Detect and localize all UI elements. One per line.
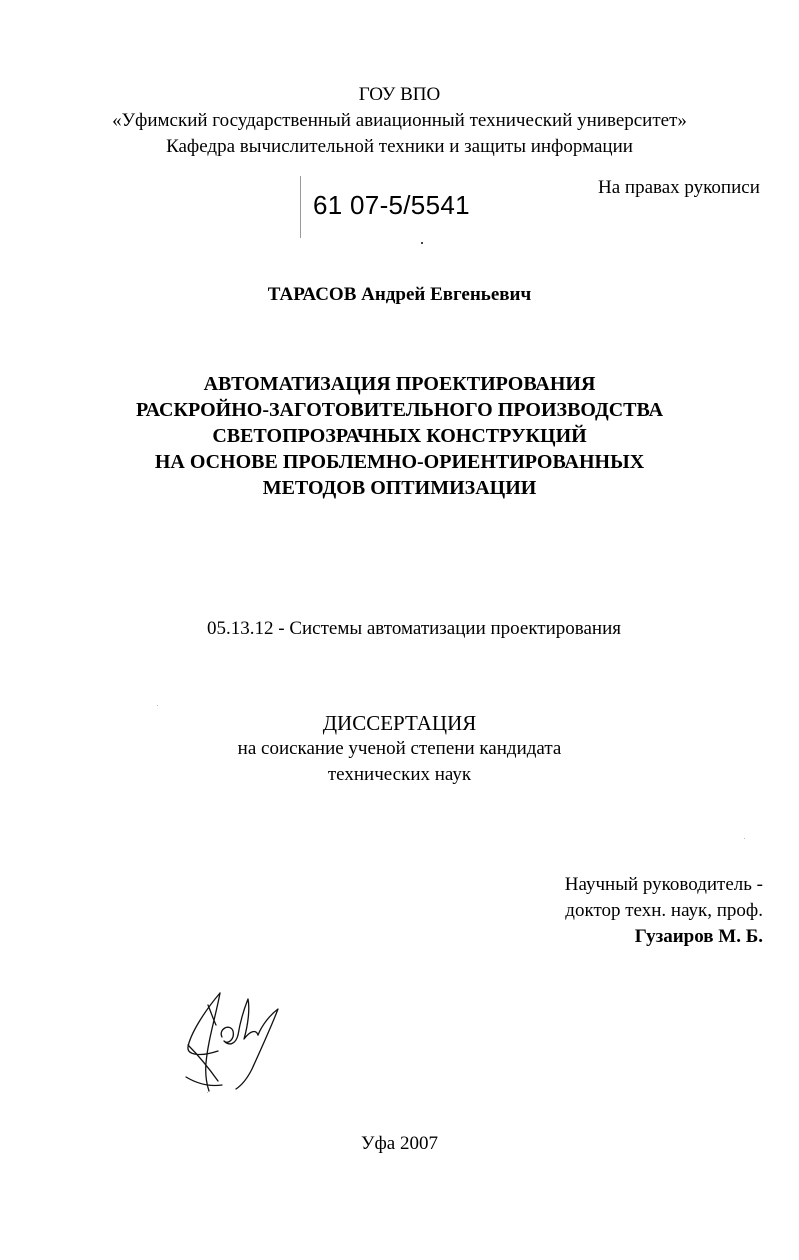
stamp-margin-line — [300, 176, 301, 238]
dissertation-heading: ДИССЕРТАЦИЯ — [322, 711, 477, 735]
title-line-3: СВЕТОПРОЗРАЧНЫХ КОНСТРУКЦИЙ — [212, 425, 587, 447]
supervisor-degree: доктор техн. наук, проф. — [565, 900, 763, 921]
scan-speck — [207, 1092, 208, 1093]
handwritten-signature-icon — [178, 985, 288, 1095]
author-name: ТАРАСОВ Андрей Евгеньевич — [267, 284, 532, 305]
organization-header — [0, 82, 799, 160]
degree-line-1: на соискание ученой степени кандидата — [237, 738, 562, 759]
supervisor-block — [565, 872, 763, 950]
title-line-4: НА ОСНОВЕ ПРОБЛЕМНО-ОРИЕНТИРОВАННЫХ — [154, 451, 645, 473]
library-stamp-code: 61 07-5/5541 — [313, 190, 470, 220]
supervisor-role: Научный руководитель - — [564, 874, 763, 895]
supervisor-name: Гузаиров М. Б. — [634, 926, 763, 947]
scan-dot — [421, 242, 423, 244]
university-name: «Уфимский государственный авиационный технический университет» — [112, 110, 687, 131]
title-line-1: АВТОМАТИЗАЦИЯ ПРОЕКТИРОВАНИЯ — [203, 373, 596, 395]
manuscript-rights: На правах рукописи — [598, 177, 760, 198]
specialty-code: 05.13.12 - Системы автоматизации проектирования — [207, 618, 622, 639]
scan-speck — [744, 838, 745, 839]
degree-line-2: технических наук — [327, 764, 472, 785]
org-type: ГОУ ВПО — [358, 84, 441, 105]
title-line-5: МЕТОДОВ ОПТИМИЗАЦИИ — [262, 477, 537, 499]
department-name: Кафедра вычислительной техники и защиты информации — [166, 136, 633, 157]
scan-speck — [157, 705, 158, 706]
title-line-2: РАСКРОЙНО-ЗАГОТОВИТЕЛЬНОГО ПРОИЗВОДСТВА — [135, 399, 664, 421]
dissertation-block — [0, 710, 799, 788]
city-year: Уфа 2007 — [361, 1133, 438, 1154]
dissertation-title — [0, 371, 799, 501]
